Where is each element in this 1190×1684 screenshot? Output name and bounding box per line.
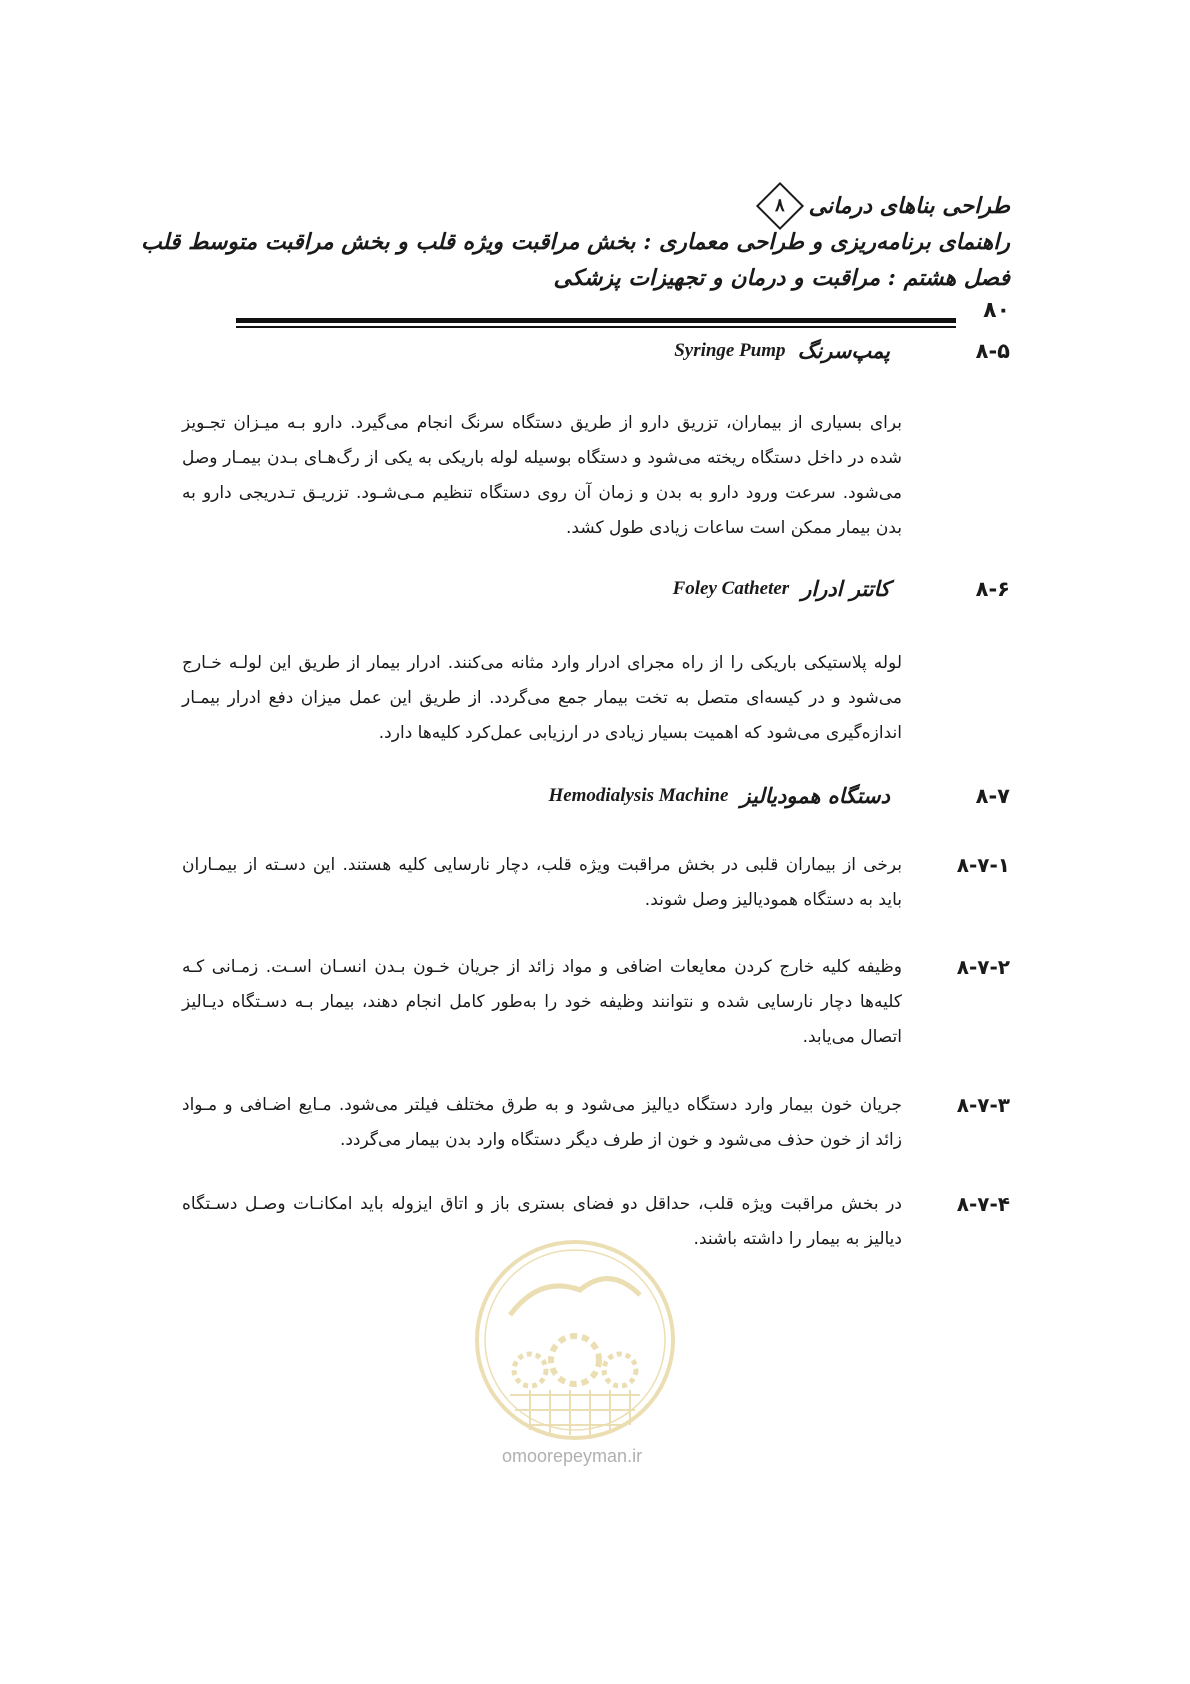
item-number: ۸-۷-۴ <box>956 1192 1010 1216</box>
book-title-line <box>180 188 1010 224</box>
item-text: جریان خون بیمار وارد دستگاه دیالیز می‌شود و به طرق مختلف فیلتر می‌شود. مـایع اضـافی و مـواد زائد از خون حذف می‌شود و خون از طرف دیگر دستگاه وارد بدن بیمار می‌گردد. <box>182 1095 902 1150</box>
section-title-fa: کاتتر ادرار <box>801 576 890 601</box>
section-heading-syringe-pump <box>180 338 1010 363</box>
chapter-title: فصل هشتم : مراقبت و درمان و تجهیزات پزشکی <box>553 265 1010 291</box>
section-number: ۸-۶ <box>975 576 1010 601</box>
page-number: ۸۰ <box>983 298 1010 323</box>
section-number: ۸-۷ <box>975 783 1010 808</box>
watermark-url: omoorepeyman.ir <box>502 1446 643 1466</box>
item-number: ۸-۷-۳ <box>956 1093 1010 1117</box>
section-heading-foley-catheter <box>180 576 1010 601</box>
list-item <box>180 1088 1010 1158</box>
section-title-en: Foley Catheter <box>672 577 790 599</box>
section-body-foley-catheter: لوله پلاستیکی باریکی را از راه مجرای ادرار وارد مثانه می‌کنند. ادرار بیمار از طریق این لولـه خـارج می‌شود و در کیسه‌ای متصل به تخت بیمار جمع می‌گردد. از طریق این عمل میزان دفع ادرار بیمـار اندازه‌گیری می‌شود که اهمیت بسیار زیادی در ارزیابی عمل‌کرد کلیه‌ها دارد. <box>182 653 902 743</box>
book-title: طراحی بناهای درمانی <box>808 193 1010 219</box>
section-title-fa: پمپ‌سرنگ <box>797 338 890 363</box>
item-number: ۸-۷-۱ <box>956 853 1010 877</box>
book-number-diamond-icon <box>756 182 804 230</box>
watermark-logo-icon <box>470 1235 680 1445</box>
item-text: برخی از بیماران قلبی در بخش مراقبت ویژه قلب، دچار نارسایی کلیه هستند. این دسـته از بیمـاران باید به دستگاه همودیالیز وصل شوند. <box>182 855 902 910</box>
section-number: ۸-۵ <box>975 338 1010 363</box>
section-heading-hemodialysis <box>180 783 1010 808</box>
book-number: ۸ <box>774 195 785 217</box>
page-header <box>141 188 1010 323</box>
section-title-en: Hemodialysis Machine <box>548 784 729 806</box>
list-item <box>180 950 1010 1055</box>
item-number: ۸-۷-۲ <box>956 955 1010 979</box>
section-body-syringe-pump: برای بسیاری از بیماران، تزریق دارو از طریق دستگاه سرنگ انجام می‌گیرد. دارو بـه میـزان تجـویز شده در داخل دستگاه ریخته می‌شود و دستگاه بوسیله لوله باریکی به یکی از رگ‌هـای بـدن بیمـار وصل می‌شود. سرعت ورود دارو به بدن و زمان آن روی دستگاه تنظیم مـی‌شـود. تزریـق تـدریجی دارو به بدن بیمار ممکن است ساعات زیادی طول کشد. <box>182 413 902 538</box>
header-divider <box>236 318 956 328</box>
section-title-en: Syringe Pump <box>674 339 786 361</box>
item-text: در بخش مراقبت ویژه قلب، حداقل دو فضای بستری باز و اتاق ایزوله باید امکانـات وصـل دسـتگاه دیالیز به بیمار را داشته باشند. <box>182 1194 902 1249</box>
section-title-fa: دستگاه همودیالیز <box>740 783 890 808</box>
list-item <box>180 848 1010 918</box>
item-text: وظیفه کلیه خارج کردن معایعات اضافی و مواد زائد از جریان خـون بـدن انسـان اسـت. زمـانی کـه کلیه‌ها دچار نارسایی شده و نتوانند وظیفه خود را به‌طور کامل انجام دهند، بیمار بـه دسـتگاه دیـالیز اتصال می‌یابد. <box>182 957 902 1047</box>
book-subtitle: راهنمای برنامه‌ریزی و طراحی معماری : بخش مراقبت ویژه قلب و بخش مراقبت متوسط قلب <box>141 229 1010 255</box>
